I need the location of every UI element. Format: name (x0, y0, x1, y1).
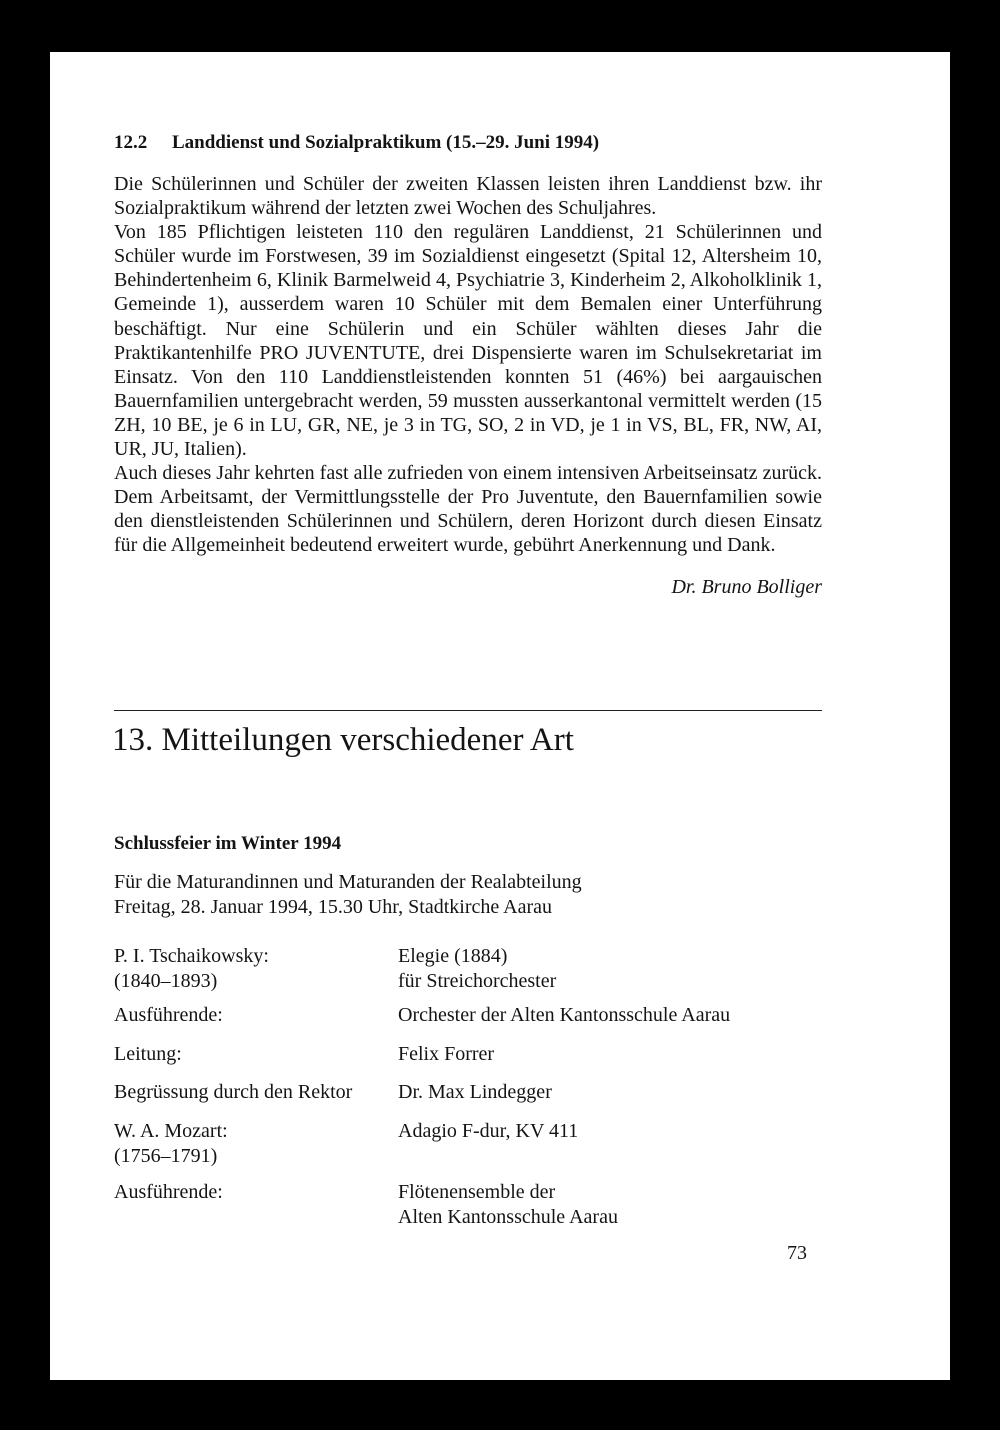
author-signature: Dr. Bruno Bolliger (671, 576, 822, 598)
program-label: Ausführende: (114, 1004, 223, 1026)
program-label: Leitung: (114, 1043, 182, 1065)
program-label (114, 944, 394, 993)
section-number: 12.2 (114, 132, 148, 153)
event-audience: Für die Maturandinnen und Maturanden der Realabteilung (114, 871, 582, 893)
program-label: Ausführende: (114, 1181, 223, 1203)
paragraph: Die Schülerinnen und Schüler der zweiten Klassen leisten ihren Landdienst bzw. ihr Sozialpraktikum während der letzten zwei Wochen des Schuljahres. (114, 173, 822, 220)
paragraph: Von 185 Pflichtigen leisteten 110 den regulären Landdienst, 21 Schülerinnen und Schüler wurde im Forstwesen, 39 im Sozialdienst eingesetzt (Spital 12, Altersheim 10, Behindertenheim 6, Klinik Barmelweid 4, Psychiatrie 3, Kinderheim 2, Alkoholklinik 1, Gemeinde 1), ausserdem waren 10 Schüler mit dem Bemalen einer Unterführung beschäftigt. Nur eine Schülerin und ein Schüler wählten dieses Jahr die Praktikantenhilfe PRO JUVENTUTE, drei Dispensierte waren im Schulsekretariat im Einsatz. Von den 110 Landdienstleistenden konnten 51 (46%) bei aargauischen Bauernfamilien untergebracht werden, 59 mussten ausserkantonal vermittelt werden (15 ZH, 10 BE, je 6 in LU, GR, NE, je 3 in TG, SO, 2 in VD, je 1 in VS, BL, FR, NW, AI, UR, JU, Italien). (114, 221, 822, 461)
program-value: Felix Forrer (398, 1043, 495, 1065)
program-value: Flötenensemble der (398, 1181, 556, 1203)
composer: P. I. Tschaikowsky: (114, 945, 269, 967)
document-page (50, 52, 950, 1380)
composer-dates: (1756–1791) (114, 1144, 218, 1167)
program-label: Begrüssung durch den Rektor (114, 1081, 353, 1103)
work-detail: für Streichorchester (398, 969, 557, 992)
composer: W. A. Mozart: (114, 1120, 228, 1142)
program-value: Orchester der Alten Kantonsschule Aarau (398, 1004, 731, 1026)
program-value: Dr. Max Lindegger (398, 1081, 552, 1103)
section-divider (114, 710, 822, 711)
event-title: Schlussfeier im Winter 1994 (114, 833, 342, 854)
paragraph: Auch dieses Jahr kehrten fast alle zufrieden von einem intensiven Arbeitseinsatz zurück. Dem Arbeitsamt, der Vermittlungsstelle der Pro Juventute, den Bauernfamilien sowie den dienstleistenden Schülerinnen und Schülern, deren Horizont durch diesen Einsatz für die Allgemeinheit bedeutend erweitert wurde, gebührt Anerkennung und Dank. (114, 462, 822, 557)
work-title: Elegie (1884) (398, 945, 508, 967)
section-heading (114, 132, 822, 154)
section-title: Landdienst und Sozialpraktikum (15.–29. Juni 1994) (172, 132, 600, 153)
program-value: Alten Kantonsschule Aarau (398, 1205, 618, 1228)
chapter-title: 13. Mitteilungen verschiedener Art (112, 722, 574, 758)
section-body (114, 172, 822, 558)
program-value (398, 944, 822, 993)
work-title: Adagio F-dur, KV 411 (398, 1120, 579, 1142)
page-number: 73 (787, 1242, 807, 1264)
event-date-place: Freitag, 28. Januar 1994, 15.30 Uhr, Stadtkirche Aarau (114, 895, 552, 918)
event-intro (114, 870, 582, 919)
composer-dates: (1840–1893) (114, 969, 218, 992)
